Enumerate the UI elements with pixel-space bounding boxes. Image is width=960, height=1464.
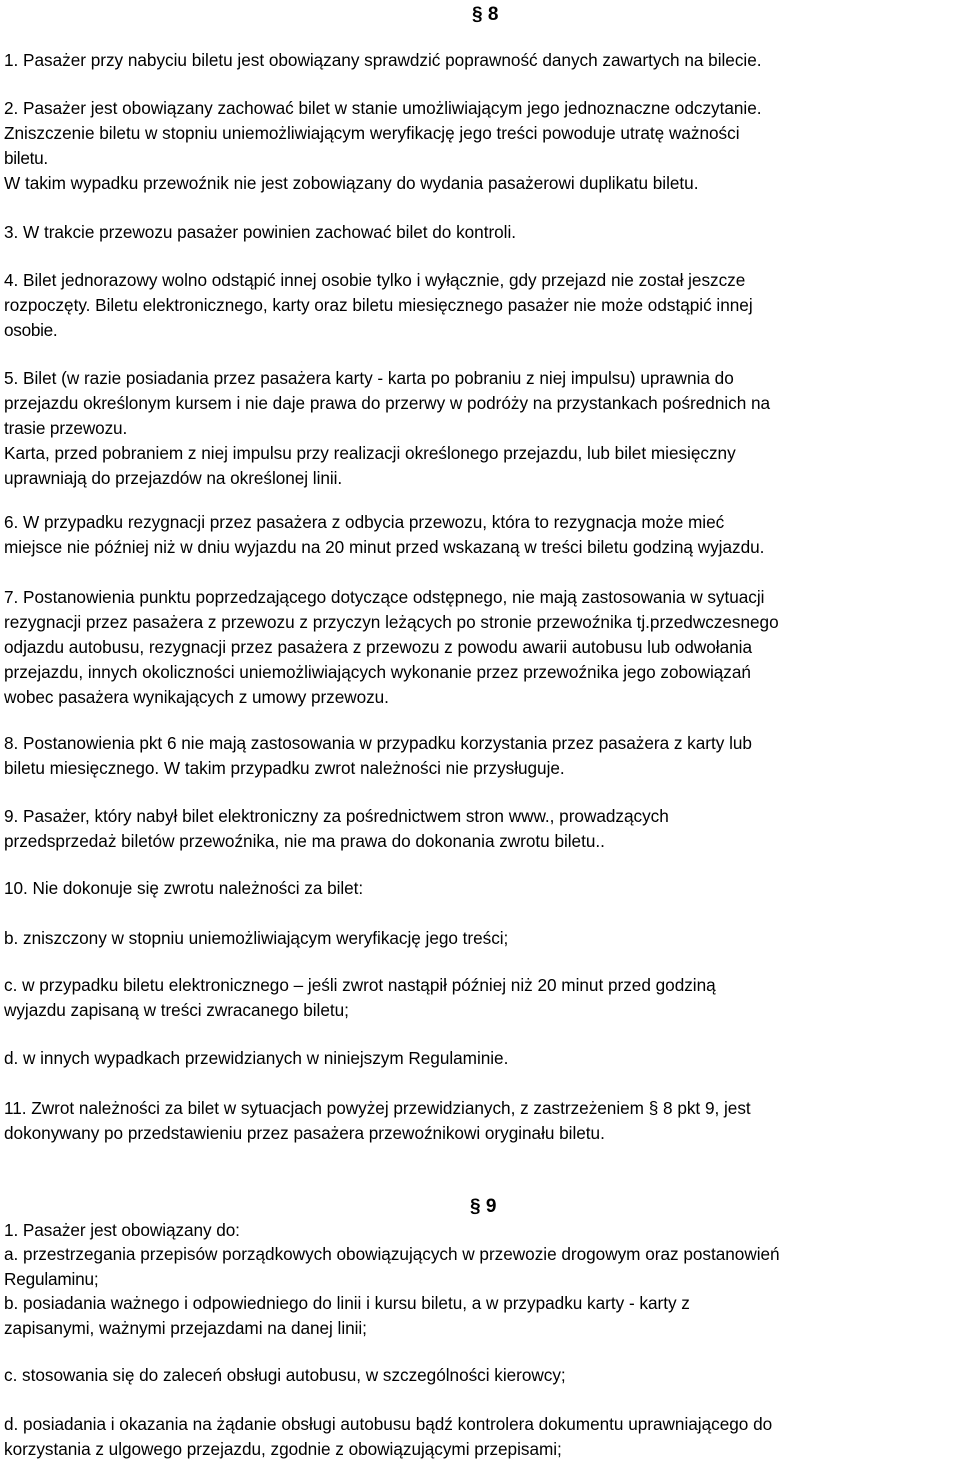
text-line: W takim wypadku przewoźnik nie jest zobowiązany do wydania pasażerowi duplikatu biletu. [4,173,699,193]
paragraph-8-6 [4,510,958,560]
paragraph-8-7 [4,585,958,710]
text-line: Regulaminu; [4,1269,99,1289]
paragraph-8-8 [4,731,958,781]
text-line: c. stosowania się do zaleceń obsługi autobusu, w szczególności kierowcy; [4,1365,566,1385]
paragraph-8-10-b [4,926,958,951]
text-line: odjazdu autobusu, rezygnacji przez pasażera z przewozu z powodu awarii autobusu lub odwołania [4,637,752,657]
text-line: d. posiadania i okazania na żądanie obsługi autobusu bądź kontrolera dokumentu uprawniającego do [4,1414,773,1434]
text-line: b. posiadania ważnego i odpowiedniego do linii i kursu biletu, a w przypadku karty - karty z [4,1293,690,1313]
text-line: 5. Bilet (w razie posiadania przez pasażera karty - karta po pobraniu z niej impulsu) uprawnia do [4,368,734,388]
paragraph-9-1-a [4,1242,958,1292]
text-line: osobie. [4,320,58,340]
paragraph-8-10-c [4,973,958,1023]
text-line: wobec pasażera wynikających z umowy przewozu. [4,687,389,707]
paragraph-8-2 [4,96,958,196]
text-line: 1. Pasażer jest obowiązany do: [4,1220,240,1240]
text-line: 10. Nie dokonuje się zwrotu należności za bilet: [4,878,364,898]
paragraph-8-11 [4,1096,958,1146]
text-line: 2. Pasażer jest obowiązany zachować bilet w stanie umożliwiającym jego jednoznaczne odczytanie. [4,98,762,118]
text-line: trasie przewozu. [4,418,128,438]
text-line: 3. W trakcie przewozu pasażer powinien zachować bilet do kontroli. [4,222,516,242]
section-8-heading: § 8 [472,4,499,25]
text-line: 6. W przypadku rezygnacji przez pasażera z odbycia przewozu, która to rezygnacja może mieć [4,512,725,532]
text-line: miejsce nie później niż w dniu wyjazdu na 20 minut przed wskazaną w treści biletu godziną wyjazdu. [4,537,765,557]
paragraph-8-3 [4,220,958,245]
text-line: 8. Postanowienia pkt 6 nie mają zastosowania w przypadku korzystania przez pasażera z karty lub [4,733,752,753]
text-line: c. w przypadku biletu elektronicznego – jeśli zwrot nastąpił później niż 20 minut przed godziną [4,975,716,995]
text-line: uprawniają do przejazdów na określonej linii. [4,468,343,488]
text-line: d. w innych wypadkach przewidzianych w niniejszym Regulaminie. [4,1048,509,1068]
paragraph-9-1 [4,1218,958,1243]
text-line: zapisanymi, ważnymi przejazdami na danej linii; [4,1318,367,1338]
paragraph-8-1 [4,48,958,73]
text-line: przejazdu, innych okoliczności uniemożliwiających wykonanie przez przewoźnika jego zobowiązań [4,662,751,682]
paragraph-9-1-c [4,1363,958,1388]
paragraph-8-9 [4,804,958,854]
text-line: 11. Zwrot należności za bilet w sytuacjach powyżej przewidzianych, z zastrzeżeniem § 8 pkt 9, jest [4,1098,751,1118]
text-line: wyjazdu zapisaną w treści zwracanego biletu; [4,1000,349,1020]
paragraph-9-1-d [4,1412,958,1462]
text-line: biletu. [4,148,48,168]
text-line: rozpoczęty. Biletu elektronicznego, karty oraz biletu miesięcznego pasażer nie może odstąpić innej [4,295,753,315]
paragraph-8-5 [4,366,958,491]
text-line: 9. Pasażer, który nabył bilet elektroniczny za pośrednictwem stron www., prowadzących [4,806,669,826]
text-line: przejazdu określonym kursem i nie daje prawa do przerwy w podróży na przystankach pośrednich na [4,393,771,413]
paragraph-8-10-d [4,1046,958,1071]
text-line: a. przestrzegania przepisów porządkowych obowiązujących w przewozie drogowym oraz postanowień [4,1244,780,1264]
text-line: 1. Pasażer przy nabyciu biletu jest obowiązany sprawdzić poprawność danych zawartych na bilecie. [4,50,762,70]
text-line: korzystania z ulgowego przejazdu, zgodnie z obowiązującymi przepisami; [4,1439,562,1459]
text-line: rezygnacji przez pasażera z przewozu z przyczyn leżących po stronie przewoźnika tj.przedwczesnego [4,612,779,632]
text-line: 7. Postanowienia punktu poprzedzającego dotyczące odstępnego, nie mają zastosowania w sytuacji [4,587,765,607]
paragraph-8-10 [4,876,958,901]
paragraph-8-4 [4,268,958,343]
text-line: Zniszczenie biletu w stopniu uniemożliwiającym weryfikację jego treści powoduje utratę ważności [4,123,740,143]
text-line: przedsprzedaż biletów przewoźnika, nie ma prawa do dokonania zwrotu biletu.. [4,831,605,851]
text-line: 4. Bilet jednorazowy wolno odstąpić innej osobie tylko i wyłącznie, gdy przejazd nie został jeszcze [4,270,746,290]
text-line: b. zniszczony w stopniu uniemożliwiającym weryfikację jego treści; [4,928,509,948]
text-line: dokonywany po przedstawieniu przez pasażera przewoźnikowi oryginału biletu. [4,1123,605,1143]
text-line: Karta, przed pobraniem z niej impulsu przy realizacji określonego przejazdu, lub bilet miesięczny [4,443,736,463]
paragraph-9-1-b [4,1291,958,1341]
text-line: biletu miesięcznego. W takim przypadku zwrot należności nie przysługuje. [4,758,565,778]
section-9-heading: § 9 [470,1196,497,1217]
